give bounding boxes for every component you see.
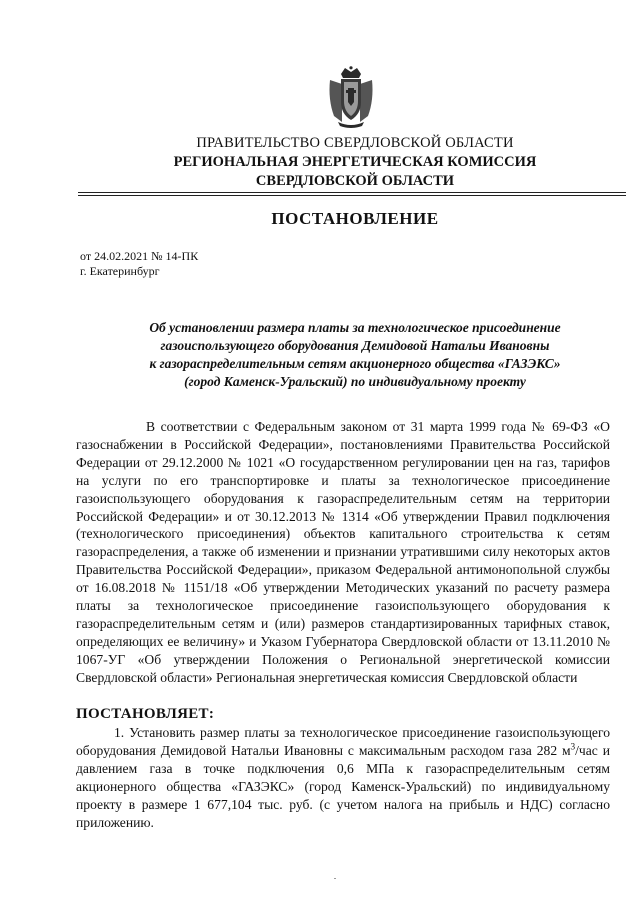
cubic-superscript: 3 [570, 741, 576, 752]
header-divider-thin [78, 195, 626, 196]
item-1-text-continued: /час и давлением газа в точке подключения 0,6 МПа к газораспределительным сетям акционерного общества «ГАЗЭКС» (город Каменск-Уральский) по индивидуальному проекту в размере 1 677,104 тыс. руб. (с учетом налога на прибыль и НДС) согласно приложению. [76, 742, 610, 830]
coat-of-arms-icon [324, 66, 378, 128]
subject-line: Об установлении размера платы за технологическое присоединение [149, 320, 561, 335]
commission-name-line1: РЕГИОНАЛЬНАЯ ЭНЕРГЕТИЧЕСКАЯ КОМИССИЯ [173, 154, 537, 170]
resolves-heading: ПОСТАНОВЛЯЕТ: [76, 706, 215, 722]
commission-name-line2: СВЕРДЛОВСКОЙ ОБЛАСТИ [255, 173, 455, 189]
document-type-title: ПОСТАНОВЛЕНИЕ [271, 209, 439, 228]
header-divider [78, 192, 626, 193]
item-1-text: 1. Установить размер платы за технологическое присоединение газоиспользующего оборудования Демидовой Натальи Ивановны с максимальным расходом газа 282 м [76, 725, 610, 758]
preamble-paragraph: В соответствии с Федеральным законом от 31 марта 1999 года № 69-ФЗ «О газоснабжении в Российской Федерации», постановлениями Правительства Российской Федерации от 29.12.2000 № 1021 «О государственном регулировании цен на газ, тарифов на услуги по его транспортировке и платы за технологическое присоединение газоиспользующего оборудования к газораспределительным сетям на территории Российской Федерации» и от 30.12.2013 № 1314 «Об утверждении Правил подключения (технологического присоединения) объектов капитального строительства к сетям газораспределения, а также об изменении и признании утратившими силу некоторых актов Правительства Российской Федерации», приказом Федеральной антимонопольной службы от 16.08.2018 № 1151/18 «Об утверждении Методических указаний по расчету размера платы за технологическое присоединение газоиспользующего оборудования к газораспределительным сетям и (или) размеров стандартизированных тарифных ставок, определяющих ее величину» и Указом Губернатора Свердловской области от 13.11.2010 № 1067-УГ «Об утверждении Положения о Региональной энергетической комиссии Свердловской области» Региональная энергетическая комиссия Свердловской области [76, 419, 610, 685]
government-name: ПРАВИТЕЛЬСТВО СВЕРДЛОВСКОЙ ОБЛАСТИ [196, 135, 514, 151]
subject-line: (город Каменск-Уральский) по индивидуальному проекту [184, 374, 526, 389]
document-date-number: от 24.02.2021 № 14-ПК [80, 249, 199, 263]
document-city: г. Екатеринбург [80, 264, 160, 278]
page-mark [334, 878, 336, 879]
item-1-paragraph [76, 724, 610, 831]
document-subject [105, 319, 605, 391]
subject-line: к газораспределительным сетям акционерного общества «ГАЗЭКС» [149, 356, 561, 371]
subject-line: газоиспользующего оборудования Демидовой Натальи Ивановны [160, 338, 550, 353]
